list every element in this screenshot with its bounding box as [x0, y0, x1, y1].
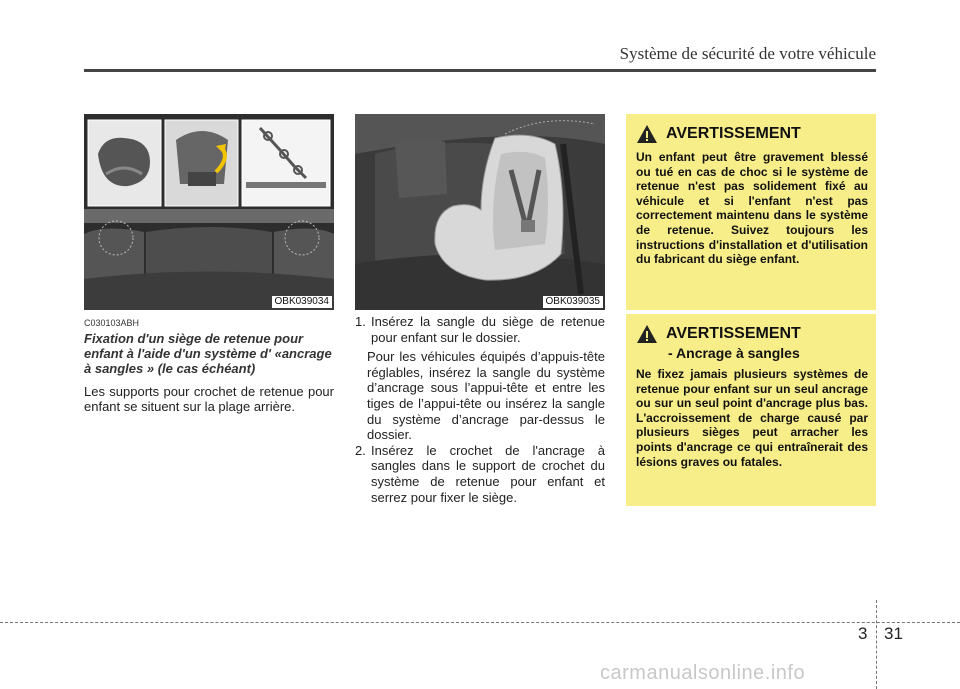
warning-triangle-icon [636, 124, 658, 144]
warning-title: AVERTISSEMENT [666, 325, 801, 342]
header-rule [84, 69, 876, 72]
warning-triangle-icon [636, 324, 658, 344]
warning-title: AVERTISSEMENT [666, 125, 801, 142]
warning-box [626, 114, 876, 310]
figure-child-seat [355, 114, 605, 310]
step-2 [355, 443, 605, 505]
footer-divider [876, 600, 877, 689]
watermark: carmanualsonline.info [600, 662, 806, 684]
step-text: Insérez la sangle du siège de retenue pour enfant sur le dossier. [371, 314, 605, 345]
section-paragraph: Les supports pour crochet de retenue pour enfant se situent sur la plage arrière. [84, 384, 334, 414]
footer-rule [0, 622, 960, 623]
section-subtitle: Fixation d'un siège de retenue pour enfant à l'aide d'un système d' «ancrage à sangles » (le cas échéant) [84, 331, 332, 376]
warning-box [626, 314, 876, 506]
step-1 [355, 314, 605, 345]
step-1-note: Pour les véhicules équipés d’appuis-tête réglables, insérez la sangle du système d’ancrage sous l’appui-tête et entre les tiges de l’appui-tête ou insérez la sangle du système d’ancrage par-dessus le dossier. [367, 349, 605, 443]
section-intro [84, 318, 334, 414]
step-text: Insérez le crochet de l'ancrage à sangles dans le support de crochet du système de retenue pour enfant et serrez pour fixer le siège. [371, 442, 605, 505]
warning-subtitle: - Ancrage à sangles [668, 345, 800, 361]
figure-rear-tray-anchors [84, 114, 334, 310]
warning-text: Un enfant peut être gravement blessé ou tué en cas de choc si le système de retenue n'est pas solidement fixé au véhicule et si l'enfant n'est pas correctement maintenu dans le système de retenue. Suivez toujours les instructions d'installation et d'utilisation du fabricant du siège enfant. [636, 150, 868, 267]
installation-steps [355, 314, 605, 505]
step-number: 1. [355, 314, 366, 329]
step-number: 2. [355, 442, 366, 458]
figure-code: OBK039035 [543, 296, 604, 308]
chapter-number: 3 [858, 624, 868, 643]
figure-code: OBK039034 [272, 296, 333, 308]
page-number: 31 [884, 624, 903, 643]
warning-text: Ne fixez jamais plusieurs systèmes de retenue pour enfant sur un seul ancrage ou sur un seul point d'ancrage plus bas. L'accroissement de charge causé par plusieurs sièges peut arracher les points d'ancrage ce qui entraînerait des lésions graves ou fatales. [636, 367, 868, 469]
header-title: Système de sécurité de votre véhicule [619, 44, 876, 63]
section-code: C030103ABH [84, 318, 140, 328]
figure-child-seat-illustration [355, 114, 605, 310]
figure-rear-tray-illustration [84, 114, 334, 310]
